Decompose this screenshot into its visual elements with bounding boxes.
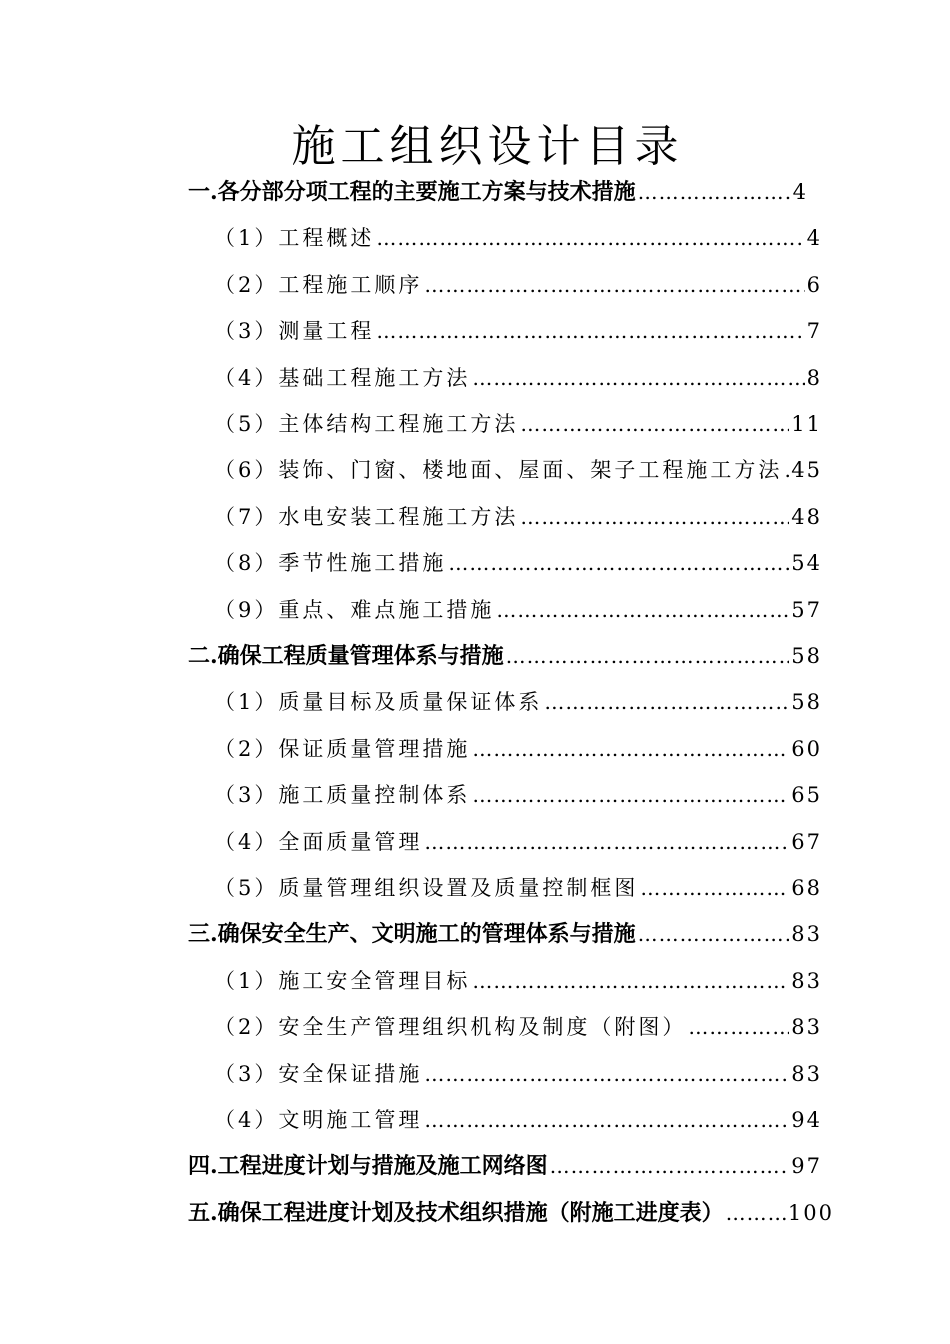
toc-subsection: [214, 686, 822, 718]
toc-page-number: 58: [791, 690, 822, 715]
toc-dot-leader: [544, 686, 789, 718]
toc-entry-label: （2）工程施工顺序: [214, 272, 423, 297]
toc-section: [188, 1150, 822, 1182]
toc-subsection: [214, 1058, 822, 1090]
toc-entry-label: （5）质量管理组织设置及质量控制框图: [214, 876, 639, 900]
toc-dot-leader: [784, 454, 789, 486]
toc-entry-label: （9）重点、难点施工措施: [214, 597, 495, 622]
toc-subsection: [214, 269, 822, 301]
toc-dot-leader: [448, 547, 789, 579]
toc-entry-label: （4）基础工程施工方法: [214, 365, 471, 390]
toc-page-number: 83: [791, 1015, 822, 1040]
toc-page-number: 48: [791, 504, 822, 529]
toc-page-number: 83: [791, 1061, 822, 1086]
toc-dot-leader: [520, 501, 789, 533]
toc-entry-label: （4）文明施工管理: [214, 1108, 423, 1132]
toc-page-number: 83: [791, 968, 822, 993]
toc-subsection: [214, 826, 822, 858]
toc-subsection: [214, 733, 822, 765]
toc-entry-label: （4）全面质量管理: [214, 829, 423, 854]
toc-subsection: [214, 501, 822, 533]
toc-subsection: [214, 222, 822, 254]
page-title: 施工组织设计目录: [291, 121, 684, 172]
toc-entry-label: 五.确保工程进度计划及技术组织措施（附施工进度表）: [188, 1199, 724, 1226]
toc-entry-label: 一.各分部分项工程的主要施工方案与技术措施: [188, 179, 636, 205]
toc-page-number: 65: [791, 783, 822, 808]
toc-subsection: [214, 872, 822, 904]
toc-dot-leader: [638, 918, 790, 950]
toc-entry-label: （1）施工安全管理目标: [214, 968, 471, 993]
toc-dot-leader: [550, 1150, 790, 1182]
toc-entry-label: （8）季节性施工措施: [214, 551, 447, 576]
toc-subsection: [214, 408, 822, 440]
toc-dot-leader: [472, 965, 789, 997]
toc-page-number: 67: [791, 829, 822, 854]
toc-subsection: [214, 594, 822, 626]
toc-entry-label: （6）装饰、门窗、楼地面、屋面、架子工程施工方法: [214, 458, 783, 483]
toc-page-number: 4: [806, 226, 822, 251]
toc-subsection: [214, 965, 822, 997]
toc-entry-label: （2）安全生产管理组织机构及制度（附图）: [214, 1015, 687, 1040]
toc-page-number: 57: [791, 597, 822, 622]
toc-subsection: [214, 1104, 822, 1136]
toc-page-number: 45: [791, 458, 822, 483]
toc-page-number: 83: [791, 922, 822, 947]
toc-entry-label: （3）施工质量控制体系: [214, 783, 471, 808]
toc-subsection: [214, 1011, 822, 1043]
toc-dot-leader: [520, 408, 789, 440]
toc-page-number: 54: [791, 551, 822, 576]
toc-entry-label: （1）工程概述: [214, 226, 375, 251]
toc-entry-label: 四.工程进度计划与措施及施工网络图: [188, 1153, 548, 1180]
toc-dot-leader: [726, 1197, 786, 1229]
toc-section: [188, 1197, 834, 1229]
toc-page-number: 97: [791, 1154, 822, 1179]
toc-entry-label: （3）测量工程: [214, 319, 375, 344]
toc-dot-leader: [424, 1104, 789, 1136]
toc-subsection: [214, 315, 822, 347]
toc-entry-label: （1）质量目标及质量保证体系: [214, 690, 543, 715]
toc-section: [188, 176, 808, 208]
toc-subsection: [214, 779, 822, 811]
toc-page-number: 8: [806, 365, 822, 390]
toc-entry-label: 三.确保安全生产、文明施工的管理体系与措施: [188, 921, 636, 948]
toc-entry-label: （3）安全保证措施: [214, 1061, 423, 1086]
toc-entry-label: 二.确保工程质量管理体系与措施: [188, 643, 504, 669]
toc-page-number: 60: [791, 736, 822, 761]
toc-dot-leader: [640, 872, 789, 904]
toc-page-number: 94: [791, 1108, 822, 1132]
toc-dot-leader: [496, 594, 789, 626]
toc-dot-leader: [472, 779, 789, 811]
toc-page-number: 11: [791, 412, 822, 436]
toc-dot-leader: [472, 362, 804, 394]
toc-page-number: 58: [791, 644, 822, 668]
toc-page-number: 6: [806, 272, 822, 297]
toc-dot-leader: [424, 1058, 789, 1090]
toc-dot-leader: [688, 1011, 789, 1043]
toc-entry-label: （7）水电安装工程施工方法: [214, 504, 519, 529]
toc-page-number: 7: [806, 319, 822, 344]
toc-page-number: 68: [791, 876, 822, 900]
toc-dot-leader: [376, 315, 804, 347]
toc-subsection: [214, 454, 822, 486]
toc-entry-label: （2）保证质量管理措施: [214, 736, 471, 761]
toc-subsection: [214, 362, 822, 394]
toc-dot-leader: [424, 826, 789, 858]
toc-page-number: 100: [787, 1200, 834, 1225]
toc-dot-leader: [506, 640, 790, 672]
toc-section: [188, 918, 822, 950]
toc-dot-leader: [424, 269, 804, 301]
toc-dot-leader: [638, 176, 791, 208]
toc-dot-leader: [376, 222, 804, 254]
toc-page-number: 4: [792, 180, 808, 204]
toc-subsection: [214, 547, 822, 579]
toc-entry-label: （5）主体结构工程施工方法: [214, 412, 519, 436]
toc-section: [188, 640, 822, 672]
toc-dot-leader: [472, 733, 789, 765]
